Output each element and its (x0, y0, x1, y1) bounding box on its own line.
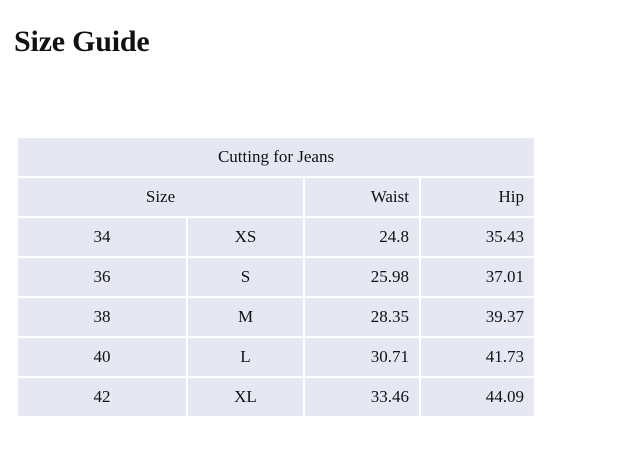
size-number-cell: 42 (17, 377, 187, 417)
size-guide-table (16, 136, 536, 418)
waist-cell: 28.35 (304, 297, 420, 337)
hip-cell: 39.37 (420, 297, 535, 337)
hip-cell: 37.01 (420, 257, 535, 297)
size-letter-cell: M (187, 297, 304, 337)
waist-cell: 24.8 (304, 217, 420, 257)
size-number-cell: 36 (17, 257, 187, 297)
size-number-cell: 40 (17, 337, 187, 377)
hip-cell: 35.43 (420, 217, 535, 257)
waist-cell: 25.98 (304, 257, 420, 297)
hip-cell: 41.73 (420, 337, 535, 377)
table-caption: Cutting for Jeans (17, 137, 535, 177)
page-title: Size Guide (14, 25, 150, 58)
column-header-size: Size (17, 177, 304, 217)
column-header-hip: Hip (420, 177, 535, 217)
waist-cell: 30.71 (304, 337, 420, 377)
table-row (17, 337, 535, 377)
size-letter-cell: S (187, 257, 304, 297)
table-caption-row (17, 137, 535, 177)
table-header-row (17, 177, 535, 217)
table-row (17, 377, 535, 417)
size-number-cell: 34 (17, 217, 187, 257)
waist-cell: 33.46 (304, 377, 420, 417)
table-row (17, 297, 535, 337)
column-header-waist: Waist (304, 177, 420, 217)
size-number-cell: 38 (17, 297, 187, 337)
size-letter-cell: L (187, 337, 304, 377)
size-letter-cell: XS (187, 217, 304, 257)
hip-cell: 44.09 (420, 377, 535, 417)
table-row (17, 257, 535, 297)
size-letter-cell: XL (187, 377, 304, 417)
table-row (17, 217, 535, 257)
